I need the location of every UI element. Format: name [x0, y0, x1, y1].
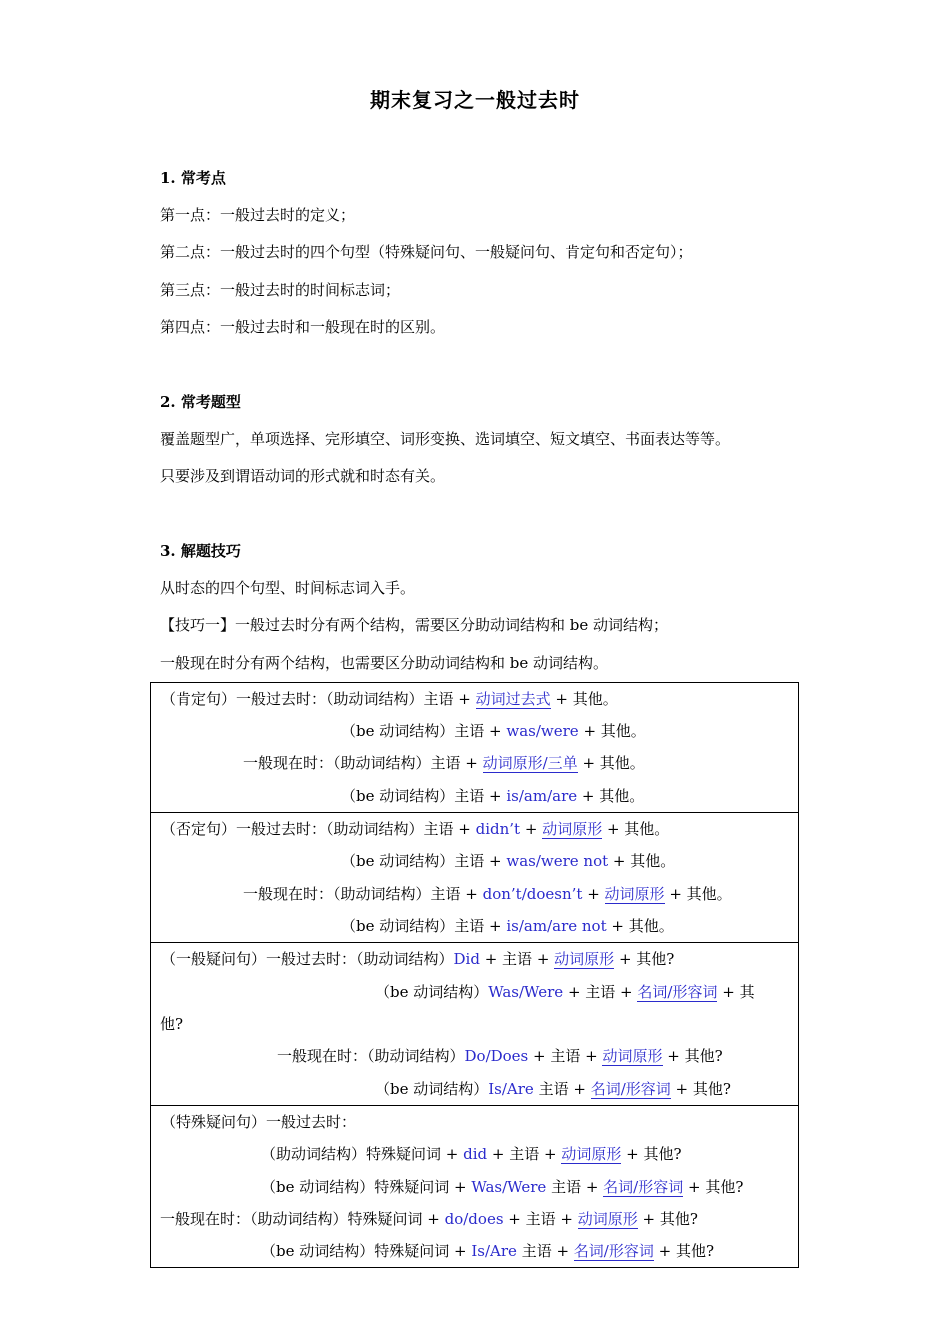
yes-no-question-table-cell [150, 942, 799, 1106]
affirmative-table-cell [150, 682, 799, 813]
paragraph: 只要涉及到谓语动词的形式就和时态有关。 [160, 467, 446, 485]
table-row: （be 动词结构）Is/Are 主语 + 名词/形容词 + 其他? [375, 1080, 731, 1098]
paragraph: 第一点：一般过去时的定义； [160, 206, 356, 224]
table-row: （be 动词结构）主语 + is/am/are + 其他。 [341, 787, 645, 805]
paragraph: 第二点：一般过去时的四个句型（特殊疑问句、一般疑问句、肯定句和否定句）； [160, 243, 693, 261]
paragraph: 第三点：一般过去时的时间标志词； [160, 281, 401, 299]
negative-table-cell [150, 812, 799, 943]
table-row: （肯定句）一般过去时：（助动词结构）主语 + 动词过去式 + 其他。 [161, 690, 618, 708]
table-row: 一般现在时：（助动词结构）特殊疑问词 + do/does + 主语 + 动词原形 + 其他? [160, 1210, 698, 1228]
table-row: 一般现在时：（助动词结构）主语 + don’t/doesn’t + 动词原形 + 其他。 [243, 885, 732, 903]
table-row: （be 动词结构）特殊疑问词 + Was/Were 主语 + 名词/形容词 + 其他? [261, 1178, 744, 1196]
table-row: （be 动词结构）主语 + was/were + 其他。 [341, 722, 646, 740]
page-title: 期末复习之一般过去时 [370, 88, 580, 112]
table-row: （否定句）一般过去时：（助动词结构）主语 + didn’t + 动词原形 + 其他。 [161, 820, 670, 838]
paragraph: 从时态的四个句型、时间标志词入手。 [160, 579, 416, 597]
wh-question-table-cell [150, 1105, 799, 1268]
table-row: 一般现在时：（助动词结构）主语 + 动词原形/三单 + 其他。 [243, 754, 645, 772]
paragraph: 【技巧一】一般过去时分有两个结构，需要区分助动词结构和 be 动词结构； [160, 616, 669, 634]
table-row: 一般现在时：（助动词结构）Do/Does + 主语 + 动词原形 + 其他? [277, 1047, 723, 1065]
paragraph: 覆盖题型广，单项选择、完形填空、词形变换、选词填空、短文填空、书面表达等等。 [160, 430, 731, 448]
table-row: （be 动词结构）主语 + was/were not + 其他。 [341, 852, 676, 870]
table-row: （be 动词结构）Was/Were + 主语 + 名词/形容词 + 其 [375, 983, 755, 1001]
table-row: （一般疑问句）一般过去时：（助动词结构）Did + 主语 + 动词原形 + 其他? [161, 950, 675, 968]
paragraph: 一般现在时分有两个结构，也需要区分助动词结构和 be 动词结构。 [160, 654, 609, 672]
section-2-heading: 2. 常考题型 [160, 393, 241, 411]
table-row: （助动词结构）特殊疑问词 + did + 主语 + 动词原形 + 其他? [261, 1145, 682, 1163]
paragraph: 第四点：一般过去时和一般现在时的区别。 [160, 318, 446, 336]
table-row: 他? [160, 1015, 184, 1033]
table-row: （be 动词结构）主语 + is/am/are not + 其他。 [341, 917, 674, 935]
table-row: （be 动词结构）特殊疑问词 + Is/Are 主语 + 名词/形容词 + 其他? [261, 1242, 715, 1260]
table-row: （特殊疑问句）一般过去时： [161, 1113, 357, 1131]
section-3-heading: 3. 解题技巧 [160, 542, 241, 560]
section-1-heading: 1. 常考点 [160, 169, 226, 187]
